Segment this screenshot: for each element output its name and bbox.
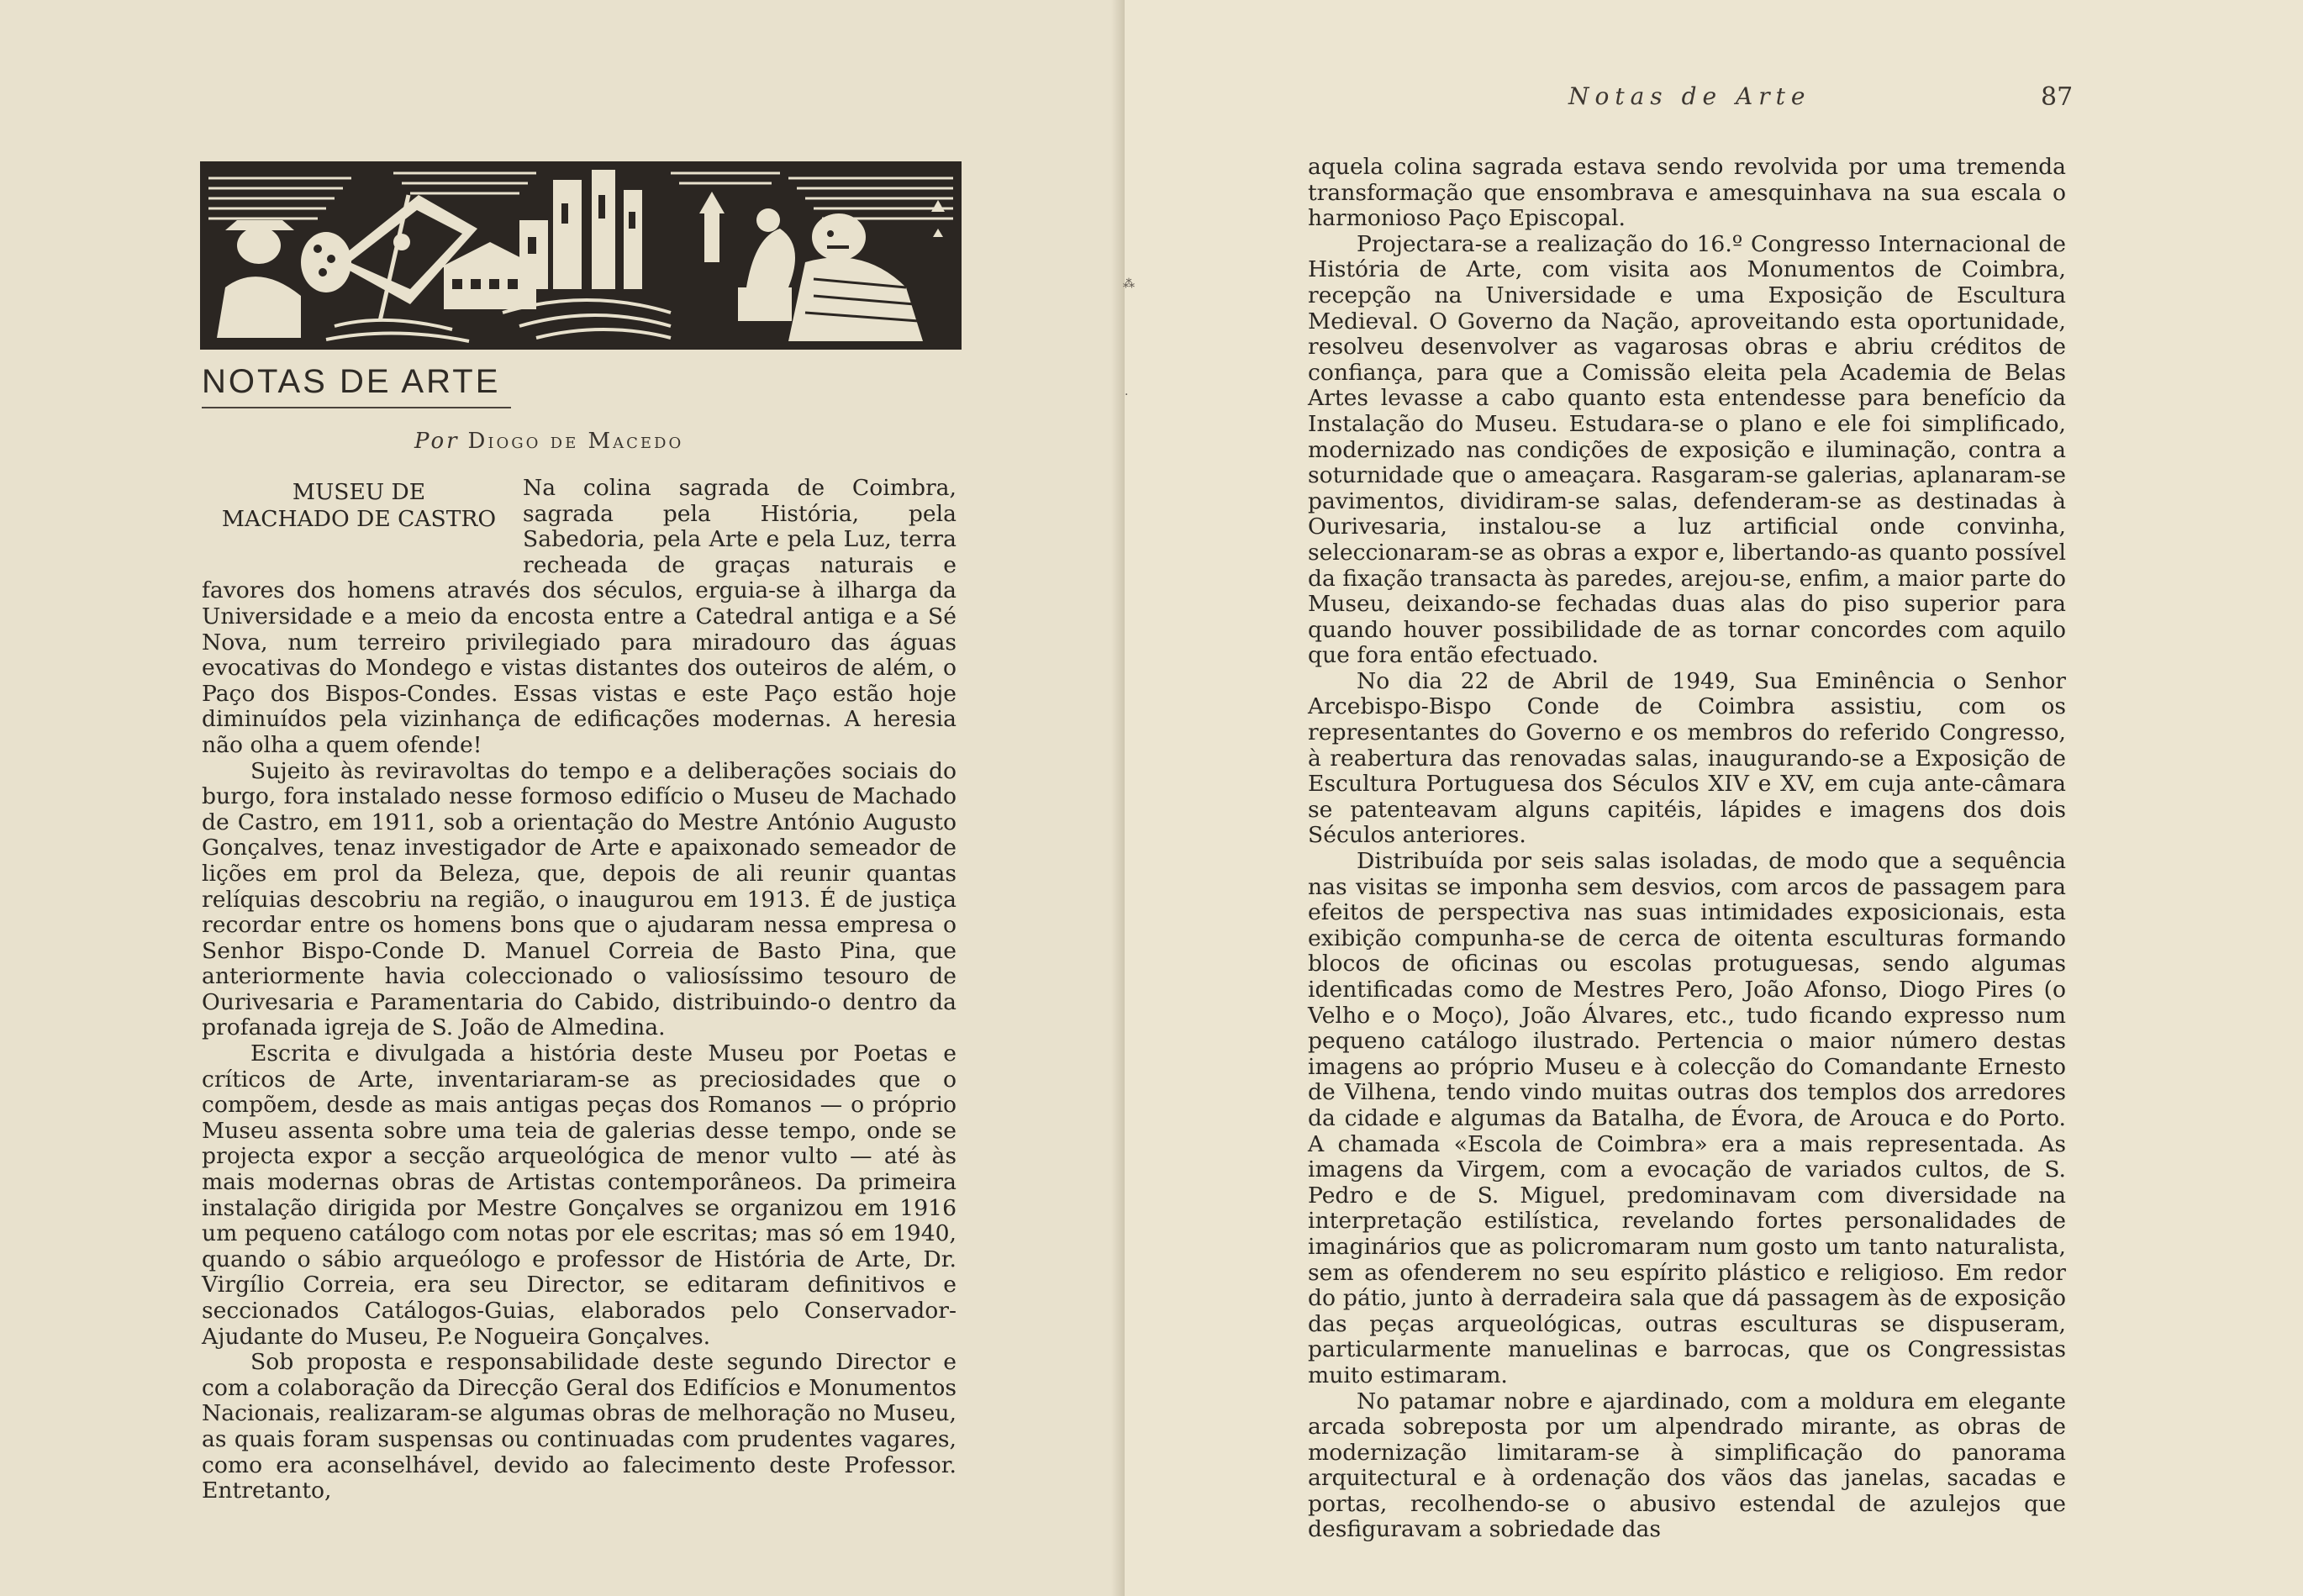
byline-prefix: Por <box>414 429 460 454</box>
paragraph: No patamar nobre e ajardinado, com a moldura em elegante arcada sobreposta por um alpendrado mirante, as obras de modernização limitaram-se à simplificação do panorama arquitectural e à ordenação dos vãos das janelas, sacadas e portas, recolhendo-se o abusivo estendal de azulejos que desfiguravam a sobriedade das <box>1308 1388 2066 1543</box>
title-underline <box>202 407 511 408</box>
running-head: Notas de Arte <box>1568 82 1811 110</box>
margin-speck: · <box>1125 388 1129 402</box>
paragraph: Na colina sagrada de Coimbra, sagrada pela História, pela Sabedoria, pela Arte e pela Luz, terra recheada de graças naturais e favores dos homens através dos séculos, erguia-se à ilharga da Universidade e a meio da encosta entre a Catedral antiga e a Sé Nova, num terreiro privilegiado para miradouro das águas evocativas do Mondego e vistas distantes dos outeiros de além, o Paço dos Bispos-Condes. Essas vistas e este Paço estão hoje diminuídos pela vizinhança de edificações modernas. A heresia não olha a quem ofende! <box>202 475 957 758</box>
margin-speck: ⁂ <box>1123 277 1135 291</box>
byline-author: Diogo de Macedo <box>467 429 684 454</box>
right-text-column <box>1308 155 2066 1543</box>
paragraph: Sujeito às reviravoltas do tempo e a deliberações sociais do burgo, fora instalado nesse formoso edifício o Museu de Machado de Castro, em 1911, sob a orientação do Mestre António Augusto Gonçalves, tenaz investigador de Arte e apaixonado semeador de lições em prol da Beleza, que, depois de ali reunir quantas relíquias descobriu na região, o inaugurou em 1913. É de justiça recordar entre os homens bons que o ajudaram nessa empresa o Senhor Bispo-Conde D. Manuel Correia de Basto Pina, que anteriormente havia coleccionado o valiosíssimo tesouro de Ourivesaria e Paramentaria do Cabido, distribuindo-o dentro da profanada igreja de S. João de Almedina. <box>202 757 957 1041</box>
woodcut-illustration <box>200 161 962 350</box>
paragraph: No dia 22 de Abril de 1949, Sua Eminência o Senhor Arcebispo-Bispo Conde de Coimbra assistiu, com os representantes do Governo e os membros do referido Congresso, à reabertura das renovadas salas, inaugurando-se a Exposição de Escultura Portuguesa dos Séculos XIV e XV, em cuja ante-câmara se patenteavam alguns capitéis, lápides e imagens dos dois Séculos anteriores. <box>1308 667 2066 849</box>
left-text-column <box>202 476 957 1504</box>
paragraph: Sob proposta e responsabilidade deste segundo Director e com a colaboração da Direcção Geral dos Edifícios e Monumentos Nacionais, realizaram-se algumas obras de melhoração no Museu, as quais foram suspensas ou continuadas com prudentes vagares, como era aconselhável, devido ao falecimento deste Professor. Entretanto, <box>202 1349 957 1504</box>
subject-line-2: MACHADO DE CASTRO <box>221 506 497 532</box>
page-number: 87 <box>2041 82 2074 112</box>
paragraph: Distribuída por seis salas isoladas, de modo que a sequência nas visitas se imponha sem desvios, com arcos de passagem para efeitos de perspectiva nas suas intimidades exposicionais, esta exibição compunha-se de cerca de oitenta esculturas formando blocos de oficinas ou escolas protuguesas, sendo algumas identificadas como de Mestres Pero, João Afonso, Diogo Pires (o Velho e o Moço), João Álvares, etc., tudo ficando expresso num pequeno catálogo ilustrado. Pertencia o maior número destas imagens ao próprio Museu e à colecção do Comandante Ernesto de Vilhena, tendo vindo muitas outras dos templos dos arredores da cidade e algumas da Batalha, de Évora, de Arouca e do Porto. A chamada «Escola de Coimbra» era a mais representada. As imagens da Virgem, com a evocação de variados cultos, de S. Pedro e de S. Miguel, predominavam com diversidade na interpretação estilística, revelando fortes personalidades de imaginários que as policromaram num gosto um tanto naturalista, sem as ofenderem no seu espírito plástico e religioso. Em redor do pátio, junto à derradeira sala que dá passagem às de exposição das peças arqueológicas, outras esculturas se dispuseram, particularmente manuelinas e barrocas, que os Congressistas muito estimaram. <box>1308 848 2066 1388</box>
paragraph: Projectara-se a realização do 16.º Congresso Internacional de História de Arte, com visita aos Monumentos de Coimbra, recepção na Universidade e uma Exposição de Escultura Medieval. O Governo da Nação, aproveitando esta oportunidade, resolveu desenvolver as vagarosas obras e abriu créditos de confiança, para que a Comissão eleita pela Academia de Belas Artes levasse a cabo quanto esta entendesse para benefício da Instalação do Museu. Estudara-se o plano e ele foi simplificado, modernizado nas condições de exposição e iluminação, contra a soturnidade que o ameaçara. Rasgaram-se galerias, aplanaram-se pavimentos, dividiram-se salas, defenderam-se as destinadas à Ourivesaria, instalou-se a luz artificial onde convinha, seleccionaram-se as obras a expor e, libertando-as quanto possível da fixação transacta às paredes, arejou-se, enfim, a maior parte do Museu, deixando-se fechadas duas alas do piso superior para quando houver possibilidade de as tornar concordes com aquilo que fora então efectuado. <box>1308 230 2066 669</box>
subject-line-1: MUSEU DE <box>292 479 426 505</box>
section-title: NOTAS DE ARTE <box>202 363 501 400</box>
paragraph: aquela colina sagrada estava sendo revolvida por uma tremenda transformação que ensombrava e amesquinhava na sua escala o harmonioso Paço Episcopal. <box>1308 154 2066 232</box>
byline <box>414 429 683 454</box>
headnote-space <box>202 476 523 554</box>
paragraph: Escrita e divulgada a história deste Museu por Poetas e críticos de Arte, inventariaram-se as preciosidades que o compõem, desde as mais antigas peças dos Romanos — o próprio Museu assenta sobre uma teia de galerias desse tempo, onde se projecta expor a secção arqueológica de menor vulto — até às mais modernas obras de Artistas contemporâneos. Da primeira instalação dirigida por Mestre Gonçalves se organizou em 1916 um pequeno catálogo com notas por ele escritas; mas só em 1940, quando o sábio arqueólogo e professor de História de Arte, Dr. Virgílio Correia, era seu Director, se editaram definitivos e seccionados Catálogos-Guias, elaborados pelo Conservador-Ajudante do Museu, P.e Nogueira Gonçalves. <box>202 1040 957 1350</box>
left-page <box>0 0 1125 1596</box>
